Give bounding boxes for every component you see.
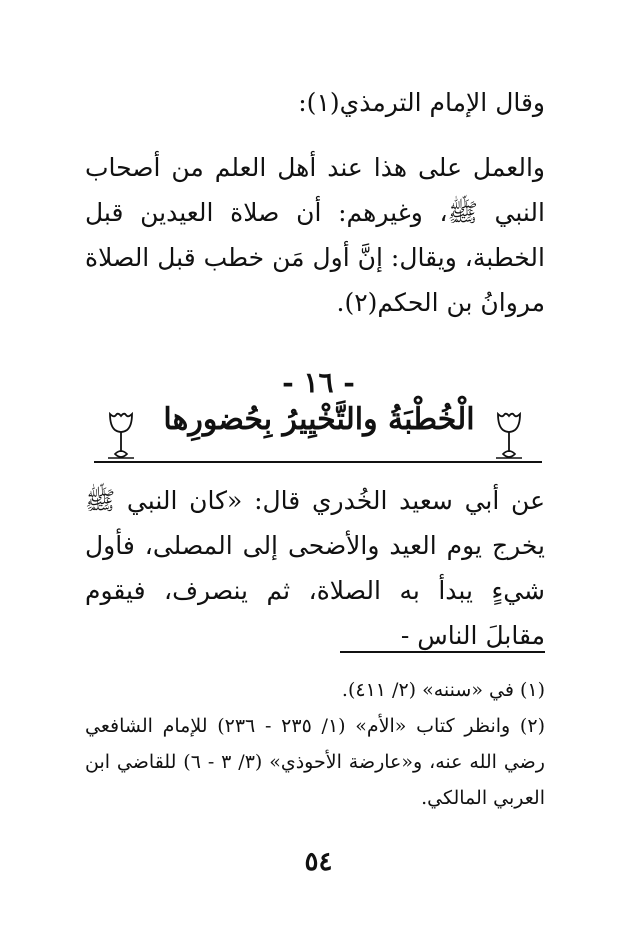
intro-line: وقال الإمام الترمذي(١): <box>298 88 545 117</box>
page-number: ٥٤ <box>304 847 333 877</box>
footnote-separator <box>340 651 545 653</box>
chapter-number: - ١٦ - <box>282 366 355 399</box>
heading-underline <box>94 461 542 463</box>
footnote-2: (٢) وانظر كتاب «الأم» (١/ ٢٣٥ - ٢٣٦) للإمام الشافعي رضي الله عنه، و«عارضة الأحوذي» (٣/ ٣ - ٦) للقاضي ابن العربي المالكي. <box>85 715 545 809</box>
tulip-ornament-icon <box>106 412 136 460</box>
footnotes <box>85 672 545 816</box>
footnote-1: (١) في «سننه» (٢/ ٤١١). <box>341 679 545 701</box>
chapter-title: الْخُطْبَةُ والتَّخْيِيرُ بِحُضورِها <box>163 402 475 437</box>
paragraph-tirmidhi: والعمل على هذا عند أهل العلم من أصحاب النبي ﷺ، وغيرهم: أن صلاة العيدين قبل الخطبة، ويقال: إنَّ أول مَن خطب قبل الصلاة مروانُ بن الحكم(٢). <box>85 153 545 317</box>
paragraph-hadith: عن أبي سعيد الخُدري قال: «كان النبي ﷺ يخرج يوم العيد والأضحى إلى المصلى، فأول شيءٍ يبدأ به الصلاة، ثم ينصرف، فيقوم مقابلَ الناس - <box>85 486 545 650</box>
chapter-heading <box>92 400 546 460</box>
